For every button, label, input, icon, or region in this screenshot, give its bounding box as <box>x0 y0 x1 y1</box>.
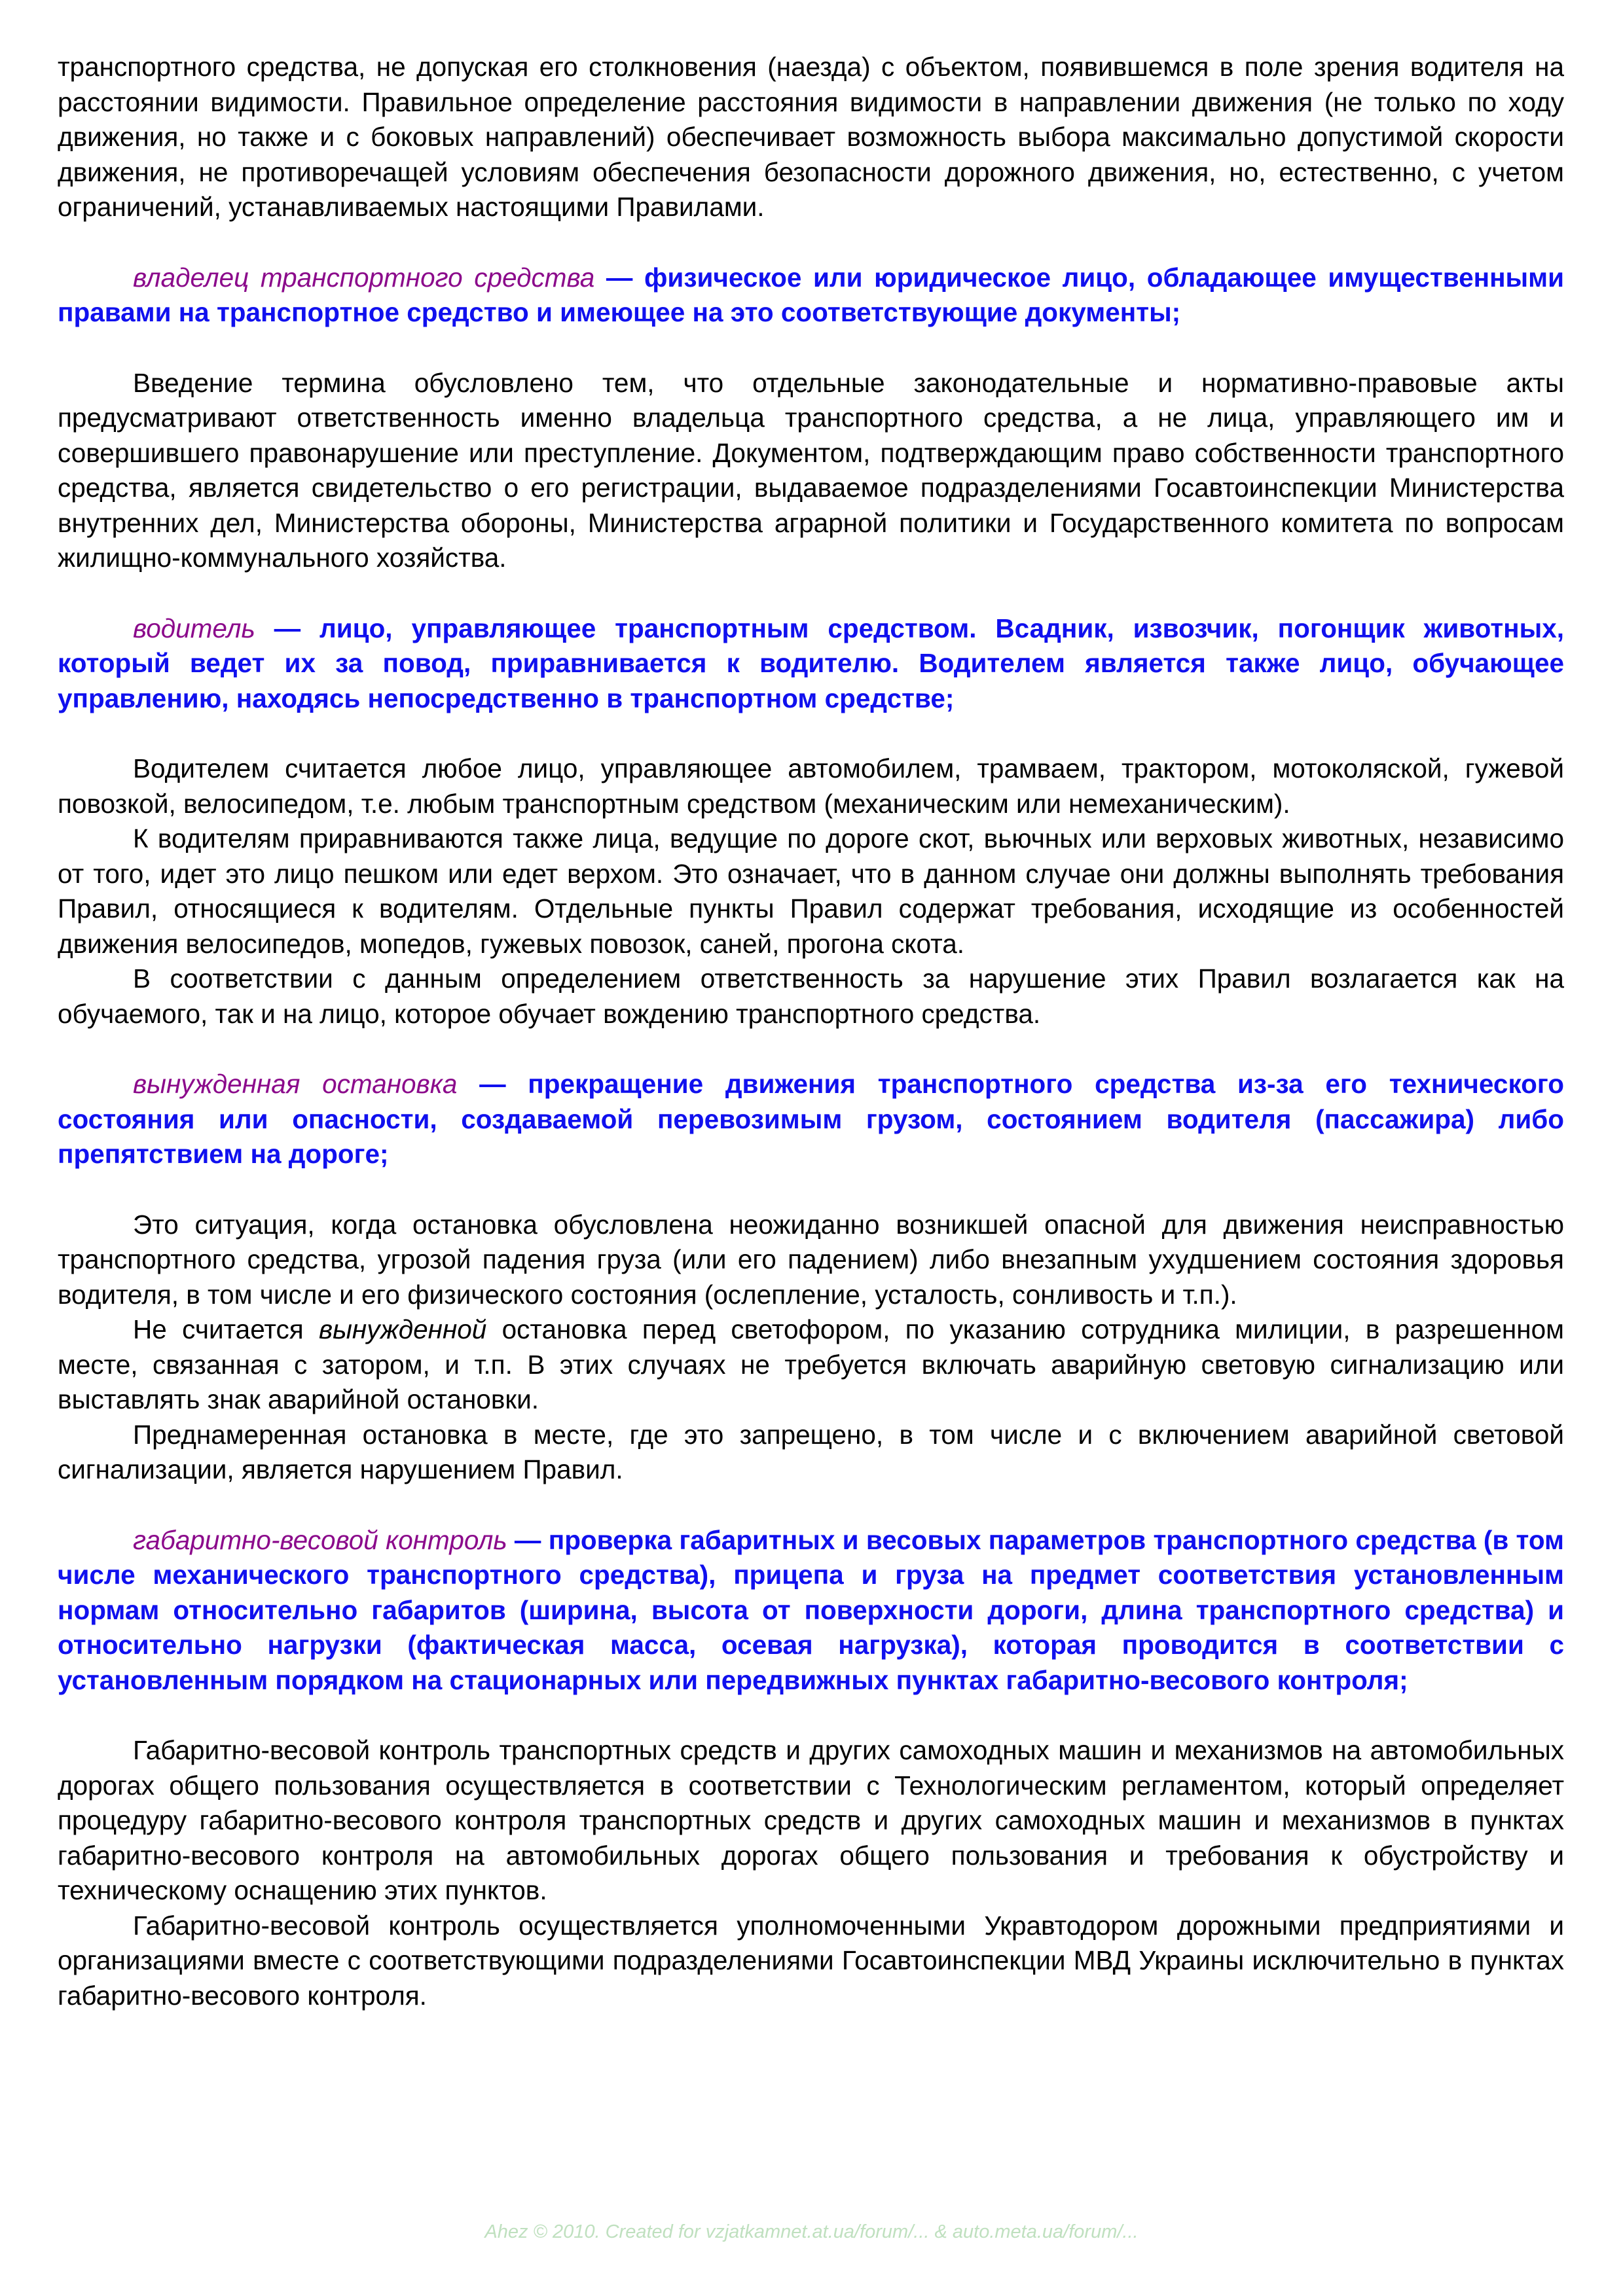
definition-text: — проверка габаритных и весовых параметров транспортного средства (в том числе механического транспортного средства), прицепа и груза на предмет соответствия установленным нормам относительно габаритов (ширина, высота от поверхности дороги, длина транспортного средства) и относительно нагрузки (фактическая масса, осевая нагрузка), которая проводится в соответствии с установленным порядком на стационарных или передвижных пунктах габаритно-весового контроля; <box>58 1524 1565 1695</box>
paragraph-control-commentary-1: Габаритно-весовой контроль транспортных средств и других самоходных машин и механизмов на автомобильных дорогах общего пользования осуществляется в соответствии с Технологическим регламентом, который определяет процедуру габаритно-весового контроля транспортных средств и других самоходных машин и механизмов в пунктах габаритно-весового контроля на автомобильных дорогах общего пользования и требования к обустройству и техническому оснащению этих пунктов. <box>58 1735 1564 1905</box>
definition-text: — физическое или юридическое лицо, обладающее имущественными правами на транспортное средство и имеющее на это соответствующие документы; <box>58 262 1564 327</box>
paragraph-gap <box>58 225 1564 260</box>
paragraph-gap <box>58 1488 1564 1523</box>
paragraph-driver-commentary-2: К водителям приравниваются также лица, ведущие по дороге скот, вьючных или верховых животных, независимо от того, идет это лицо пешком или едет верхом. Это означает, что в данном случае они должны выполнять требования Правил, относящиеся к водителям. Отдельные пункты Правил содержат требования, исходящие из особенностей движения велосипедов, мопедов, гужевых повозок, саней, прогона скота. <box>58 823 1564 959</box>
definition-driver <box>58 611 1564 717</box>
paragraph-forced-stop-commentary-1: Это ситуация, когда остановка обусловлена неожиданно возникшей опасной для движения неисправностью транспортного средства, угрозой падения груза (или его падением) либо внезапным ухудшением состояния здоровья водителя, в том числе и его физического состояния (ослепление, усталость, сонливость и т.п.). <box>58 1209 1564 1310</box>
definition-term: вынужденная остановка <box>133 1069 458 1099</box>
definition-term: владелец транспортного средства <box>133 262 595 293</box>
paragraph-gap <box>58 1172 1564 1208</box>
page-footer: Ahez © 2010. Created for vzjatkamnet.at.ua/forum/... & auto.meta.ua/forum/... <box>484 2221 1139 2242</box>
paragraph-gap <box>58 1698 1564 1733</box>
paragraph-gap <box>58 576 1564 611</box>
paragraph-gap <box>58 1031 1564 1067</box>
paragraph-owner-commentary: Введение термина обусловлено тем, что отдельные законодательные и нормативно-правовые акты предусматривают ответственность именно владельца транспортного средства, а не лица, управляющего им и совершившего правонарушение или преступление. Документом, подтверждающим право собственности транспортного средства, является свидетельство о его регистрации, выдаваемое подразделениями Госавтоинспекции Министерства внутренних дел, Министерства обороны, Министерства аграрной политики и Государственного комитета по вопросам жилищно-коммунального хозяйства. <box>58 367 1564 573</box>
definition-term: габаритно-весовой контроль <box>133 1524 507 1555</box>
definition-text: — лицо, управляющее транспортным средством. Всадник, извозчик, погонщик животных, который ведет их за повод, приравнивается к водителю. Водителем является также лицо, обучающее управлению, находясь непосредственно в транспортном средстве; <box>58 613 1564 713</box>
definition-vehicle-owner <box>58 260 1564 331</box>
text-fragment: Не считается <box>133 1314 319 1344</box>
paragraph-driver-commentary-3: В соответствии с данным определением ответственность за нарушение этих Правил возлагается как на обучаемого, так и на лицо, которое обучает вождению транспортного средства. <box>58 963 1564 1029</box>
definition-forced-stop <box>58 1067 1564 1172</box>
paragraph-gap <box>58 331 1564 366</box>
document-body <box>58 50 1564 2013</box>
definition-text: — прекращение движения транспортного средства из-за его технического состояния или опасности, создаваемой перевозимым грузом, состоянием водителя (пассажира) либо препятствием на дороге; <box>58 1069 1564 1169</box>
paragraph-forced-stop-commentary-3: Преднамеренная остановка в месте, где это запрещено, в том числе и с включением аварийной световой сигнализации, является нарушением Правил. <box>58 1419 1564 1484</box>
paragraph-forced-stop-commentary-2 <box>58 1312 1564 1418</box>
emphasized-word: вынужденной <box>318 1314 487 1344</box>
text-fragment: остановка перед светофором, по указанию сотрудника милиции, в разрешенном месте, связанная с затором, и т.п. В этих случаях не требуется включать аварийную световую сигнализацию или выставлять знак аварийной остановки. <box>58 1314 1564 1414</box>
definition-term: водитель <box>133 613 255 643</box>
paragraph-visibility-continued: транспортного средства, не допуская его столкновения (наезда) с объектом, появившемся в поле зрения водителя на расстоянии видимости. Правильное определение расстояния видимости в направлении движения (не только по ходу движения, но также и с боковых направлений) обеспечивает возможность выбора максимально допустимой скорости движения, не противоречащей условиям обеспечения безопасности дорожного движения, но, естественно, с учетом ограничений, устанавливаемых настоящими Правилами. <box>58 52 1564 222</box>
definition-weight-dimension-control <box>58 1523 1564 1698</box>
paragraph-gap <box>58 716 1564 751</box>
paragraph-driver-commentary-1: Водителем считается любое лицо, управляющее автомобилем, трамваем, трактором, мотоколяской, гужевой повозкой, велосипедом, т.е. любым транспортным средством (механическим или немеханическим). <box>58 753 1564 819</box>
paragraph-control-commentary-2: Габаритно-весовой контроль осуществляется уполномоченными Укравтодором дорожными предприятиями и организациями вместе с соответствующими подразделениями Госавтоинспекции МВД Украины исключительно в пунктах габаритно-весового контроля. <box>58 1910 1564 2011</box>
